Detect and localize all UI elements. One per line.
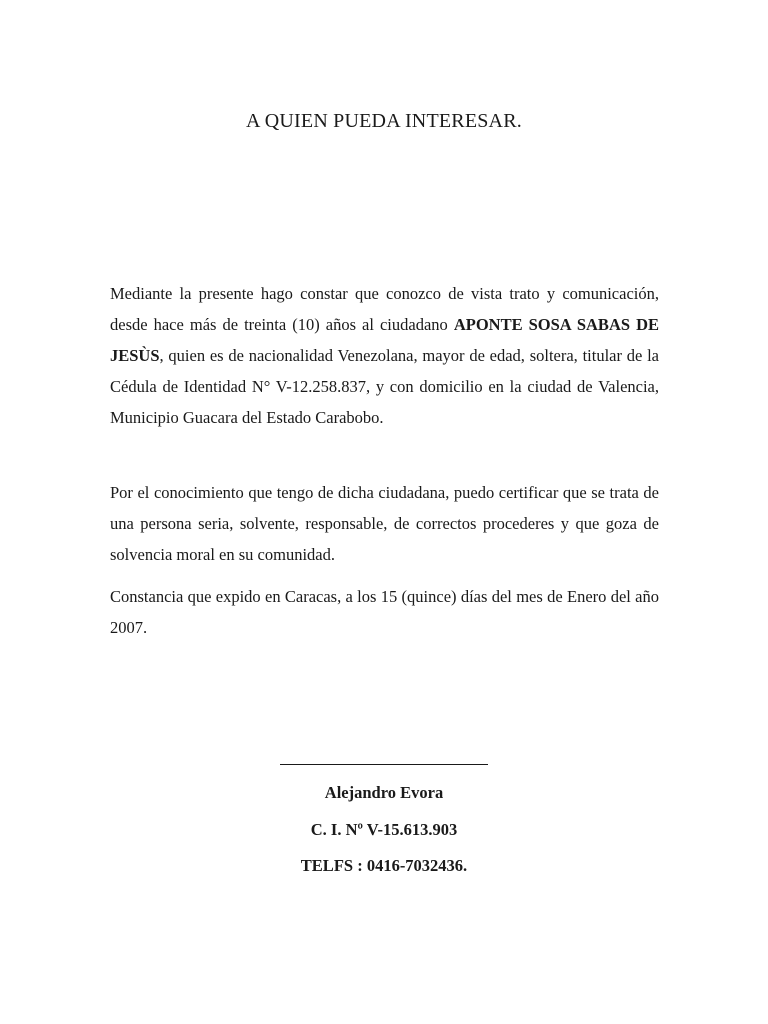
signature-line <box>280 764 488 765</box>
signature-block <box>0 742 768 885</box>
citizen-name: APONTE SOSA SABAS DE JESÙS <box>110 315 659 365</box>
paragraph-declaration-intro: Mediante la presente hago constar que conozco de vista trato y comunicación, desde hace más de treinta (10) años al ciudadano <box>110 284 659 334</box>
signer-id: C. I. Nº V-15.613.903 <box>310 819 458 839</box>
document-title: A QUIEN PUEDA INTERESAR. <box>246 110 522 132</box>
paragraph-declaration-details: , quien es de nacionalidad Venezolana, mayor de edad, soltera, titular de la Cédula de Identidad N° V-12.258.837, y con domicilio en la ciudad de Valencia, Municipio Guacara del Estado Carabobo. <box>110 346 659 427</box>
paragraph-issuance: Constancia que expido en Caracas, a los 15 (quince) días del mes de Enero del año 2007. <box>110 587 659 637</box>
signer-phone: TELFS : 0416-7032436. <box>300 856 468 875</box>
paragraph-declaration <box>110 278 659 433</box>
paragraph-certification: Por el conocimiento que tengo de dicha ciudadana, puedo certificar que se trata de una persona seria, solvente, responsable, de correctos procederes y que goza de solvencia moral en su comunidad. <box>110 483 659 564</box>
signer-name: Alejandro Evora <box>324 783 444 802</box>
